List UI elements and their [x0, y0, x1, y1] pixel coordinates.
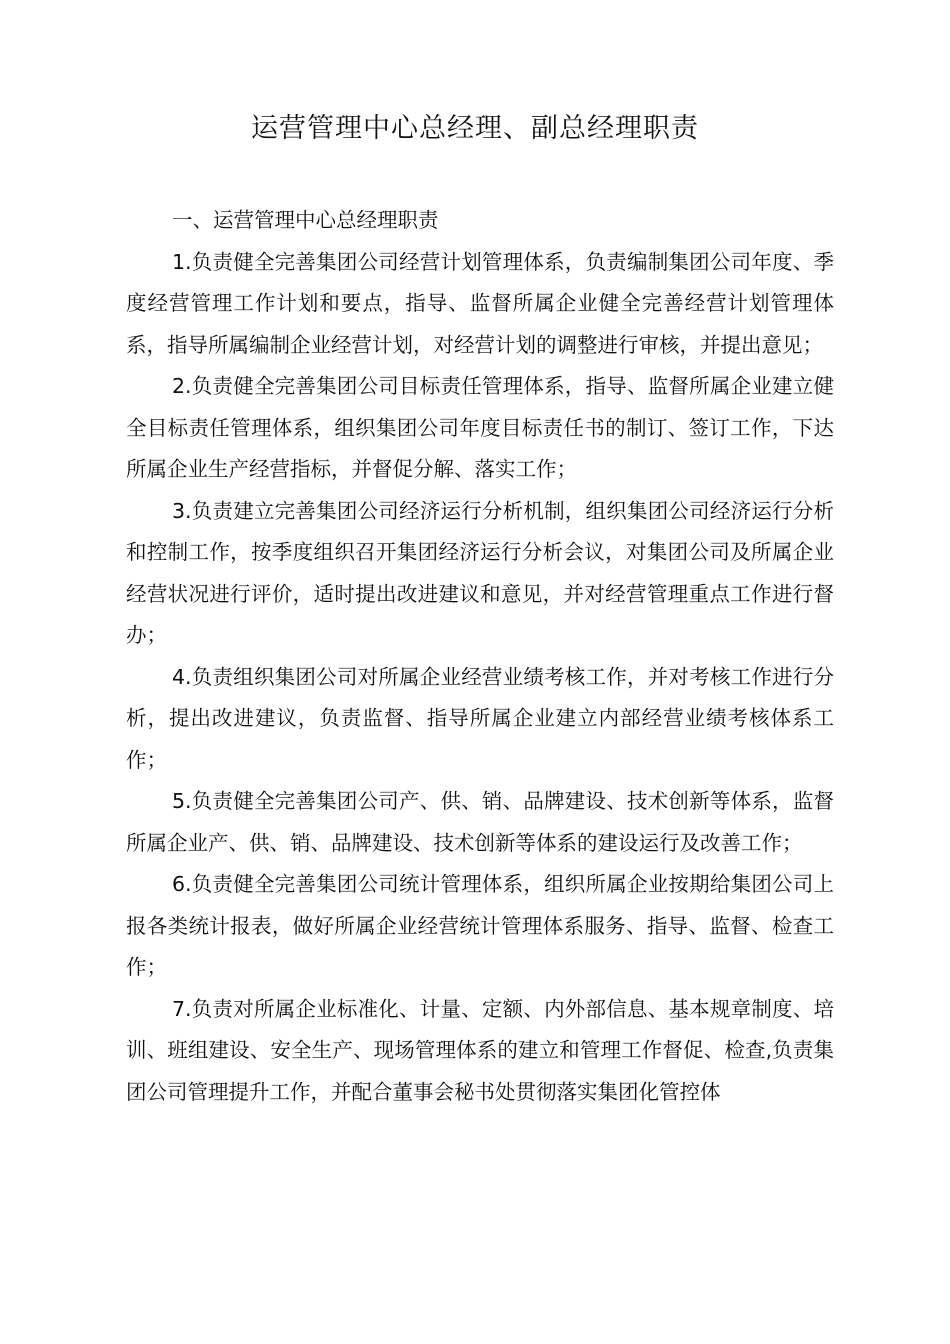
document-title: 运营管理中心总经理、副总经理职责 [251, 113, 699, 144]
duty-paragraph-6: 6.负责健全完善集团公司统计管理体系，组织所属企业按期给集团公司上报各类统计报表，做好所属企业经营统计管理体系服务、指导、监督、检查工作； [126, 872, 834, 979]
duty-paragraph-3: 3.负责建立完善集团公司经济运行分析机制，组织集团公司经济运行分析和控制工作，按季度组织召开集团经济运行分析会议，对集团公司及所属企业经营状况进行评价，适时提出改进建议和意见，并对经营管理重点工作进行督办； [126, 498, 834, 647]
duty-paragraph-4: 4.负责组织集团公司对所属企业经营业绩考核工作，并对考核工作进行分析，提出改进建议，负责监督、指导所属企业建立内部经营业绩考核体系工作； [126, 664, 834, 772]
duty-paragraph-5: 5.负责健全完善集团公司产、供、销、品牌建设、技术创新等体系，监督所属企业产、供、销、品牌建设、技术创新等体系的建设运行及改善工作； [126, 789, 834, 855]
duty-paragraph-7: 7.负责对所属企业标准化、计量、定额、内外部信息、基本规章制度、培训、班组建设、安全生产、现场管理体系的建立和管理工作督促、检查,负责集团公司管理提升工作，并配合董事会秘书处贯彻落实集团化管控体 [126, 996, 834, 1104]
duty-paragraph-2: 2.负责健全完善集团公司目标责任管理体系，指导、监督所属企业建立健全目标责任管理体系，组织集团公司年度目标责任书的制订、签订工作，下达所属企业生产经营指标，并督促分解、落实工作； [126, 374, 834, 481]
section-heading: 一、运营管理中心总经理职责 [172, 208, 439, 232]
document-body [126, 200, 834, 1113]
duty-paragraph-1: 1.负责健全完善集团公司经营计划管理体系，负责编制集团公司年度、季度经营管理工作计划和要点，指导、监督所属企业健全完善经营计划管理体系，指导所属编制企业经营计划，对经营计划的调整进行审核，并提出意见； [126, 249, 834, 357]
